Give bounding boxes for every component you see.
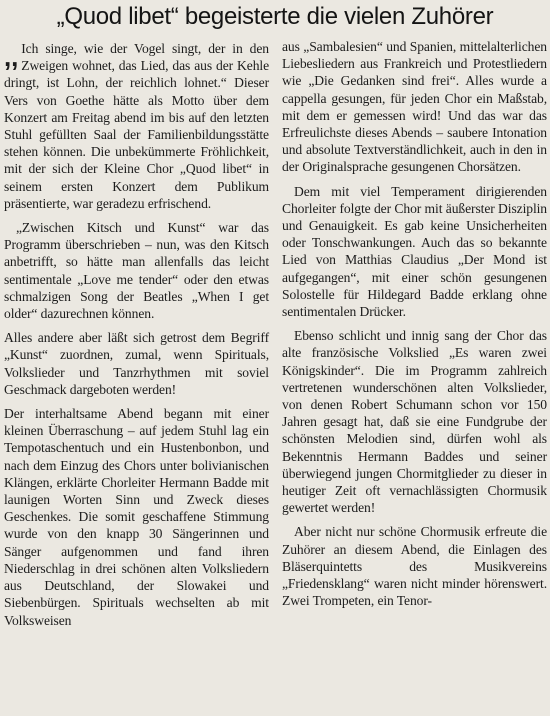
article-paragraph: Aber nicht nur schöne Chormusik erfreute die Zuhörer an diesem Abend, die Einlagen des Bläserquintetts des Musikvereins „Friedensklang“ waren nicht minder hörenswert. Zwei Trompeten, ein Tenor- [282,524,547,609]
article-paragraph: Dem mit viel Temperament dirigierenden Chorleiter folgte der Chor mit äußerster Disziplin und Genauigkeit. Es gab keine Unsicherheiten oder Tonschwankungen. Auch das so bekannte Lied von Matthias Claudius „Der Mond ist aufgegangen“, mit einer schön gesungenen Solostelle für Hildegard Badde erklang ohne sentimentalen Drücker. [282,183,547,320]
article-column-left [4,40,269,636]
article-paragraph [4,40,269,212]
article-paragraph: „Zwischen Kitsch und Kunst“ war das Programm überschrieben – nun, was den Kitsch anbetrifft, so hätte man allenfalls das leicht sentimentale „Love me tender“ oder den etwas schmalzigen Song der Beatles „When I get older“ dazurechnen können. [4,220,269,322]
paragraph-text: Ich singe, wie der Vogel singt, der in den Zweigen wohnet, das Lied, das aus der Kehle dringt, ist Lohn, der reichlich lohnet.“ Dieser Vers von Goethe hätte als Motto über dem Konzert am Freitag abend im bis auf den letzten Stuhl gefüllten Saal der Familienbildungsstätte stehen können. Die unbekümmerte Fröhlichkeit, mit der sich der Kleine Chor „Quod libet“ in seinem ersten Konzert dem Publikum präsentierte, war geradezu erfrischend. [4,41,269,211]
article-headline: „Quod libet“ begeisterte die vielen Zuhörer [56,3,494,30]
article-paragraph: Alles andere aber läßt sich getrost dem Begriff „Kunst“ zuordnen, zumal, wenn Spirituals, Volkslieder und Tanzrhythmen mit soviel Geschmack dargeboten werden! [4,330,269,397]
article-paragraph: aus „Sambalesien“ und Spanien, mittelalterlichen Liebesliedern aus Frankreich und Protestliedern wie „Die Gedanken sind frei“. Alles wurde a cappella gesungen, für jeden Chor ein Maßstab, mit dem er gemessen wird! Und das war das Erfreulichste dieses Abends – saubere Intonation und absolute Textverständlichkeit, auch in den in der Originalsprache gesungenen Chorsätzen. [282,39,547,175]
opening-quote-mark: ,, [4,42,19,72]
article-column-right [282,38,547,617]
article-paragraph: Ebenso schlicht und innig sang der Chor das alte französische Volkslied „Es waren zwei Königskinder“. Die im Programm zahlreich vertretenen wunderschönen alten Volkslieder, von denen Robert Schumann schon vor 150 Jahren gesagt hat, daß sie eine Fundgrube der schönsten Melodien sind, dürfen wohl als Bekenntnis Hermann Baddes und seiner überwiegend jungen Chormitglieder zu dieser in heutiger Zeit oft vernachlässigten Chormusik gewertet werden! [282,328,547,516]
article-paragraph: Der interhaltsame Abend begann mit einer kleinen Überraschung – auf jedem Stuhl lag ein Tempotaschentuch und ein Hustenbonbon, und nach dem Einzug des Chors unter bolivianischen Klängen, erklärte Chorleiter Hermann Badde mit launigen Worten Sinn und Zweck dieses Geschenkes. Die somit geschaffene Stimmung wurde von den knapp 30 Sängerinnen und Sänger aufgenommen und fand ihren Niederschlag in drei schönen alten Volksliedern aus Deutschland, der Slowakei und Siebenbürgen. Spirituals wechselten ab mit Volksweisen [4,406,269,628]
